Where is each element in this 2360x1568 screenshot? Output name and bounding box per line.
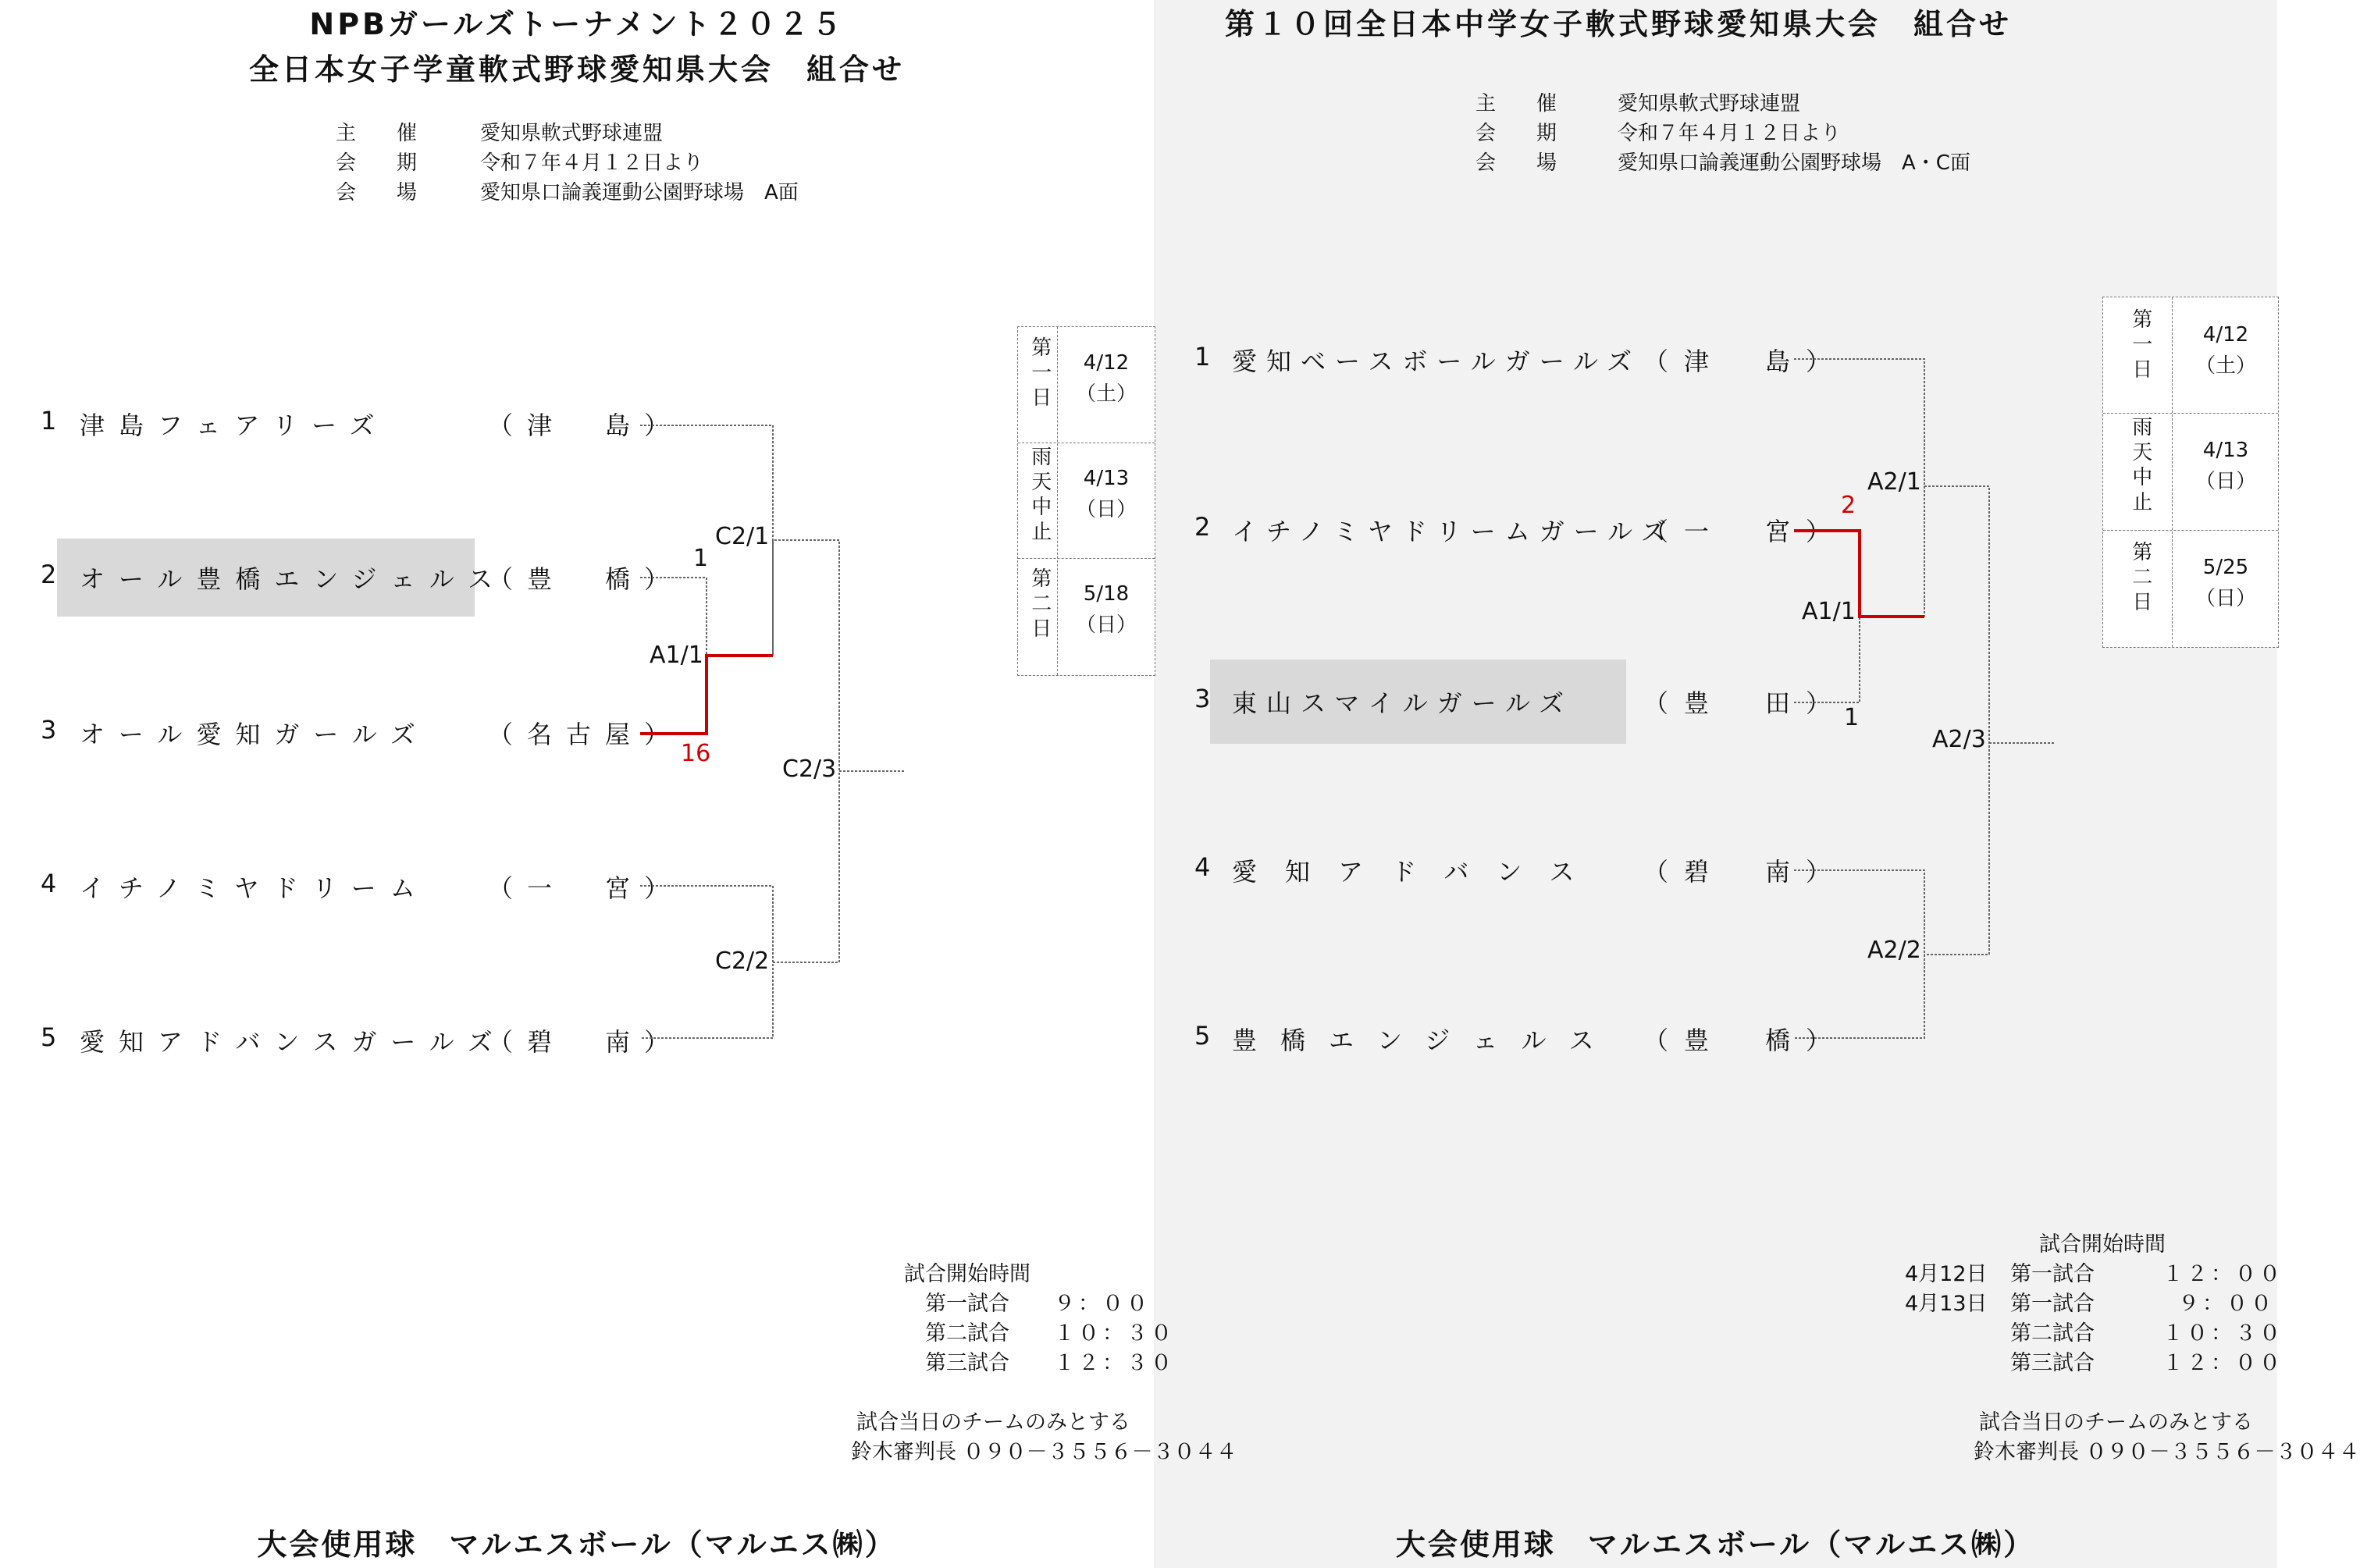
right-team-area-2: （一 宮）: [1643, 517, 1847, 546]
left-sched-day-1: 雨天中止: [1027, 446, 1052, 546]
right-sched-day-0: 第一日: [2128, 308, 2152, 383]
right-info-label-2: 会 場: [1475, 151, 1557, 175]
right-note-1: 試合当日のチームのみとする: [1979, 1410, 2253, 1435]
left-team-no-2: 2: [41, 560, 71, 589]
right-time-value-3: １２：００: [2162, 1351, 2283, 1375]
left-team-no-3: 3: [41, 715, 71, 745]
right-schedule-table: [2102, 297, 2279, 648]
left-time-label-0: 第一試合: [925, 1292, 1009, 1316]
right-code-a2-1: A2/1: [1867, 468, 1921, 496]
left-team-no-1: 1: [41, 406, 71, 436]
right-team-area-5: （豊 橋）: [1643, 1026, 1847, 1055]
left-team-area-3: （名古屋）: [488, 720, 684, 749]
right-code-a1-1: A1/1: [1802, 598, 1856, 625]
left-sched-date-2: 5/18: [1083, 582, 1130, 606]
right-info-label-1: 会 期: [1475, 122, 1557, 145]
right-title: 第１０回全日本中学女子軟式野球愛知県大会 組合せ: [1224, 7, 2012, 41]
left-code-a1-1: A1/1: [650, 642, 703, 669]
left-info-label-0: 主 催: [336, 122, 418, 145]
right-sched-dow-0: （土）: [2194, 354, 2256, 378]
left-team-no-5: 5: [41, 1022, 71, 1052]
left-note-2: 鈴木審判長 ０９０－３５５６－３０４４: [851, 1440, 1237, 1464]
right-sched-date-0: 4/12: [2202, 323, 2249, 347]
left-note-1: 試合当日のチームのみとする: [856, 1410, 1130, 1435]
right-team-area-4: （碧 南）: [1643, 857, 1847, 887]
right-team-no-5: 5: [1194, 1021, 1220, 1051]
left-time-label-1: 第二試合: [925, 1321, 1009, 1346]
right-team-no-2: 2: [1194, 512, 1220, 542]
left-code-c2-1: C2/1: [715, 523, 770, 550]
left-sched-dow-1: （日）: [1075, 498, 1137, 521]
left-team-name-1: 津島フェアリーズ: [80, 411, 389, 440]
right-note-2: 鈴木審判長 ０９０－３５５６－３０４４: [1974, 1440, 2360, 1464]
right-info-label-0: 主 催: [1475, 92, 1557, 116]
left-sched-dow-2: （日）: [1075, 613, 1137, 637]
left-team-area-1: （津 島）: [488, 411, 684, 440]
left-score-1: 1: [693, 545, 709, 572]
left-code-c2-2: C2/2: [715, 948, 770, 975]
right-time-value-1: ９：００: [2178, 1292, 2275, 1316]
left-sched-date-0: 4/12: [1083, 351, 1130, 375]
left-team-area-5: （碧 南）: [488, 1027, 684, 1057]
right-time-label-0: 第一試合: [2010, 1262, 2095, 1286]
right-time-value-0: １２：００: [2162, 1262, 2283, 1286]
right-score-1: 1: [1844, 704, 1860, 731]
right-team-area-1: （津 島）: [1643, 347, 1847, 376]
left-score-16: 16: [681, 740, 711, 767]
left-time-value-0: ９：００: [1054, 1292, 1151, 1316]
right-info-value-0: 愛知県軟式野球連盟: [1618, 92, 1801, 116]
right-team-name-1: 愛知ベースボールガールズ: [1232, 347, 1642, 376]
right-code-a2-2: A2/2: [1867, 937, 1921, 964]
right-time-value-2: １０：３０: [2162, 1321, 2283, 1346]
left-time-label-2: 第三試合: [925, 1351, 1009, 1375]
right-times-title: 試合開始時間: [2039, 1232, 2166, 1257]
right-time-label-2: 第二試合: [2010, 1321, 2095, 1346]
right-time-date-1: 4月13日: [1905, 1292, 1988, 1316]
left-team-name-5: 愛知アドバンスガールズ: [80, 1027, 507, 1057]
left-time-value-2: １２：３０: [1054, 1351, 1175, 1375]
left-team-name-2: オール豊橋エンジェルス: [80, 564, 507, 594]
right-sched-date-1: 4/13: [2202, 439, 2249, 462]
left-team-no-4: 4: [41, 869, 71, 898]
left-team-area-2: （豊 橋）: [488, 564, 684, 594]
right-team-name-5: 豊橋エンジェルス: [1232, 1026, 1618, 1055]
left-info-value-1: 令和７年４月１２日より: [480, 151, 704, 175]
right-time-label-3: 第三試合: [2010, 1351, 2095, 1375]
left-times-title: 試合開始時間: [904, 1262, 1030, 1286]
left-sched-date-1: 4/13: [1083, 467, 1130, 490]
left-code-c2-3: C2/3: [782, 756, 837, 783]
left-footer: 大会使用球 マルエスボール（マルエス㈱）: [257, 1527, 897, 1562]
left-title-2: 全日本女子学童軟式野球愛知県大会 組合せ: [248, 52, 905, 87]
right-sched-day-1: 雨天中止: [2128, 416, 2152, 516]
left-sched-day-2: 第二日: [1027, 567, 1052, 642]
right-team-no-1: 1: [1194, 342, 1220, 372]
right-sched-dow-2: （日）: [2194, 587, 2256, 610]
right-info-value-1: 令和７年４月１２日より: [1618, 122, 1842, 145]
right-team-name-2: イチノミヤドリームガールズ: [1232, 517, 1676, 546]
left-team-name-3: オール愛知ガールズ: [80, 720, 429, 749]
left-team-area-4: （一 宮）: [488, 873, 684, 903]
left-info-value-0: 愛知県軟式野球連盟: [480, 122, 664, 145]
left-info-label-1: 会 期: [336, 151, 418, 175]
right-info-value-2: 愛知県口論義運動公園野球場 A・C面: [1618, 151, 1970, 175]
right-time-date-0: 4月12日: [1905, 1262, 1988, 1286]
right-score-2: 2: [1841, 492, 1856, 519]
right-team-area-3: （豊 田）: [1643, 688, 1847, 718]
right-sched-date-2: 5/25: [2202, 556, 2249, 579]
right-sched-dow-1: （日）: [2194, 470, 2256, 493]
left-time-value-1: １０：３０: [1054, 1321, 1175, 1346]
right-sched-day-2: 第二日: [2128, 541, 2152, 616]
left-team-name-4: イチノミヤドリーム: [80, 873, 429, 903]
left-title-1: NPBガールズトーナメント２０２５: [309, 7, 845, 41]
left-sched-dow-0: （土）: [1075, 382, 1137, 406]
right-footer: 大会使用球 マルエスボール（マルエス㈱）: [1395, 1527, 2036, 1562]
right-team-name-3: 東山スマイルガールズ: [1232, 688, 1574, 718]
right-time-label-1: 第一試合: [2010, 1292, 2095, 1316]
right-team-no-4: 4: [1194, 852, 1220, 882]
right-team-name-4: 愛知アドバンス: [1232, 857, 1603, 887]
right-code-a2-3: A2/3: [1932, 726, 1986, 753]
left-info-label-2: 会 場: [336, 181, 418, 204]
left-sched-day-0: 第一日: [1027, 336, 1052, 411]
right-team-no-3: 3: [1194, 684, 1220, 713]
left-info-value-2: 愛知県口論義運動公園野球場 A面: [480, 181, 799, 204]
